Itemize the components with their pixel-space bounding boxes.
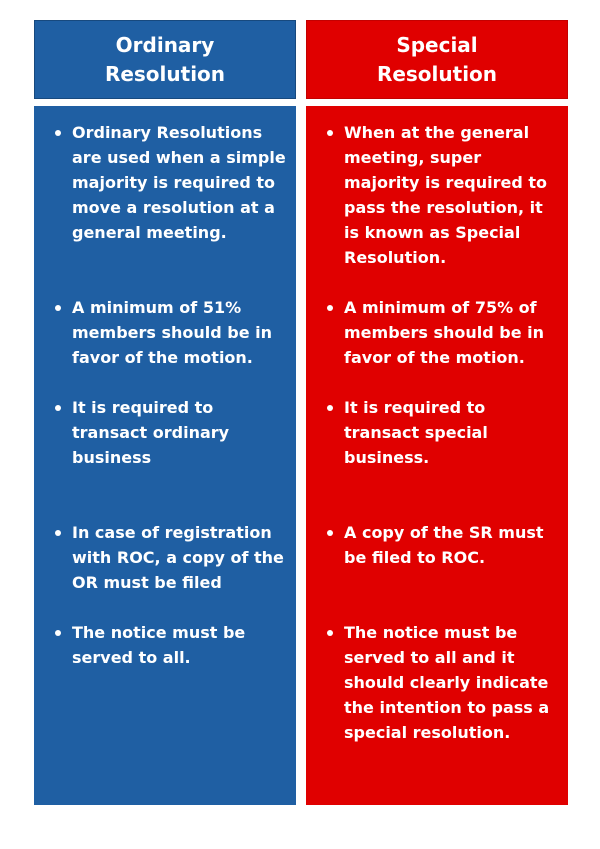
ordinary-point-text: It is required to transact ordinary business <box>72 398 230 467</box>
ordinary-title-line1: Ordinary <box>115 32 215 57</box>
ordinary-point-3 <box>34 395 296 470</box>
bullet-dot-icon <box>55 630 61 636</box>
special-point-text: A minimum of 75% of members should be in favor of the motion. <box>344 298 545 367</box>
special-point-text: When at the general meeting, super majority is required to pass the resolution, it is known as Special Resolution. <box>344 123 548 267</box>
special-title-line1: Special <box>396 32 478 57</box>
bullet-dot-icon <box>55 530 61 536</box>
special-point-1 <box>306 120 568 270</box>
special-title-line2: Resolution <box>376 61 498 86</box>
bullet-dot-icon <box>55 305 61 311</box>
bullet-dot-icon <box>327 405 333 411</box>
ordinary-title-line2: Resolution <box>104 61 226 86</box>
ordinary-point-5 <box>34 620 296 670</box>
special-resolution-panel <box>306 106 568 805</box>
ordinary-point-1 <box>34 120 296 245</box>
ordinary-resolution-header <box>34 20 296 99</box>
bullet-dot-icon <box>327 630 333 636</box>
ordinary-resolution-panel <box>34 106 296 805</box>
special-point-text: A copy of the SR must be filed to ROC. <box>344 523 544 567</box>
bullet-dot-icon <box>327 530 333 536</box>
ordinary-point-text: A minimum of 51% members should be in favor of the motion. <box>72 298 273 367</box>
ordinary-point-4 <box>34 520 296 595</box>
special-point-text: It is required to transact special business. <box>344 398 488 467</box>
ordinary-point-text: In case of registration with ROC, a copy of the OR must be filed <box>72 523 284 592</box>
special-point-4 <box>306 520 568 570</box>
ordinary-point-2 <box>34 295 296 370</box>
bullet-dot-icon <box>327 305 333 311</box>
ordinary-point-text: The notice must be served to all. <box>72 623 246 667</box>
special-point-3 <box>306 395 568 470</box>
ordinary-point-text: Ordinary Resolutions are used when a simple majority is required to move a resolution at a general meeting. <box>72 123 286 242</box>
bullet-dot-icon <box>327 130 333 136</box>
special-resolution-header <box>306 20 568 99</box>
bullet-dot-icon <box>55 405 61 411</box>
special-point-2 <box>306 295 568 370</box>
bullet-dot-icon <box>55 130 61 136</box>
special-point-5 <box>306 620 568 745</box>
special-point-text: The notice must be served to all and it should clearly indicate the intention to pass a special resolution. <box>344 623 550 742</box>
